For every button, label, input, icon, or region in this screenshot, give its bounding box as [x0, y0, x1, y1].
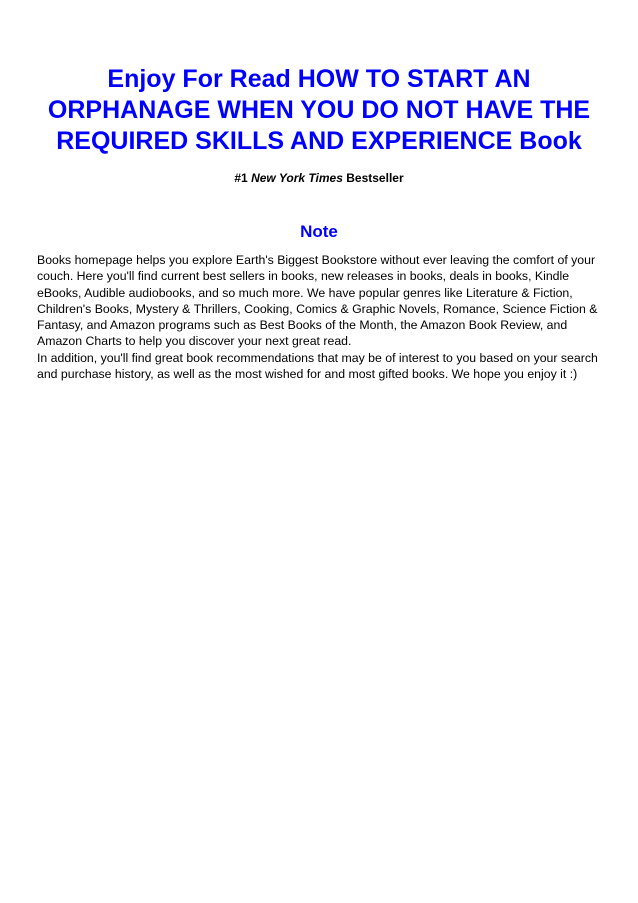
bestseller-rank: #1 [234, 171, 248, 185]
note-paragraph: Books homepage helps you explore Earth's Biggest Bookstore without ever leaving the comfort of your couch. Here you'll find current best sellers in books, new releases in books, deals in books, Kindle eBooks, Audible audiobooks, and so much more. We have popular genres like Literature & Fiction, Children's Books, Mystery & Thrillers, Cooking, Comics & Graphic Novels, Romance, Science Fiction & Fantasy, and Amazon programs such as Best Books of the Month, the Amazon Book Review, and Amazon Charts to help you discover your next great read. [37, 253, 598, 349]
bestseller-publication: New York Times [251, 171, 343, 185]
bestseller-line [0, 170, 638, 186]
note-body [37, 252, 609, 382]
note-paragraph: In addition, you'll find great book recommendations that may be of interest to you based on your search and purchase history, as well as the most wished for and most gifted books. We hope you enjoy it :) [37, 350, 598, 382]
note-heading: Note [300, 222, 338, 241]
document-title: Enjoy For Read HOW TO START AN ORPHANAGE WHEN YOU DO NOT HAVE THE REQUIRED SKILLS AND EXPERIENCE Book [47, 65, 591, 155]
bestseller-label: Bestseller [346, 171, 404, 185]
